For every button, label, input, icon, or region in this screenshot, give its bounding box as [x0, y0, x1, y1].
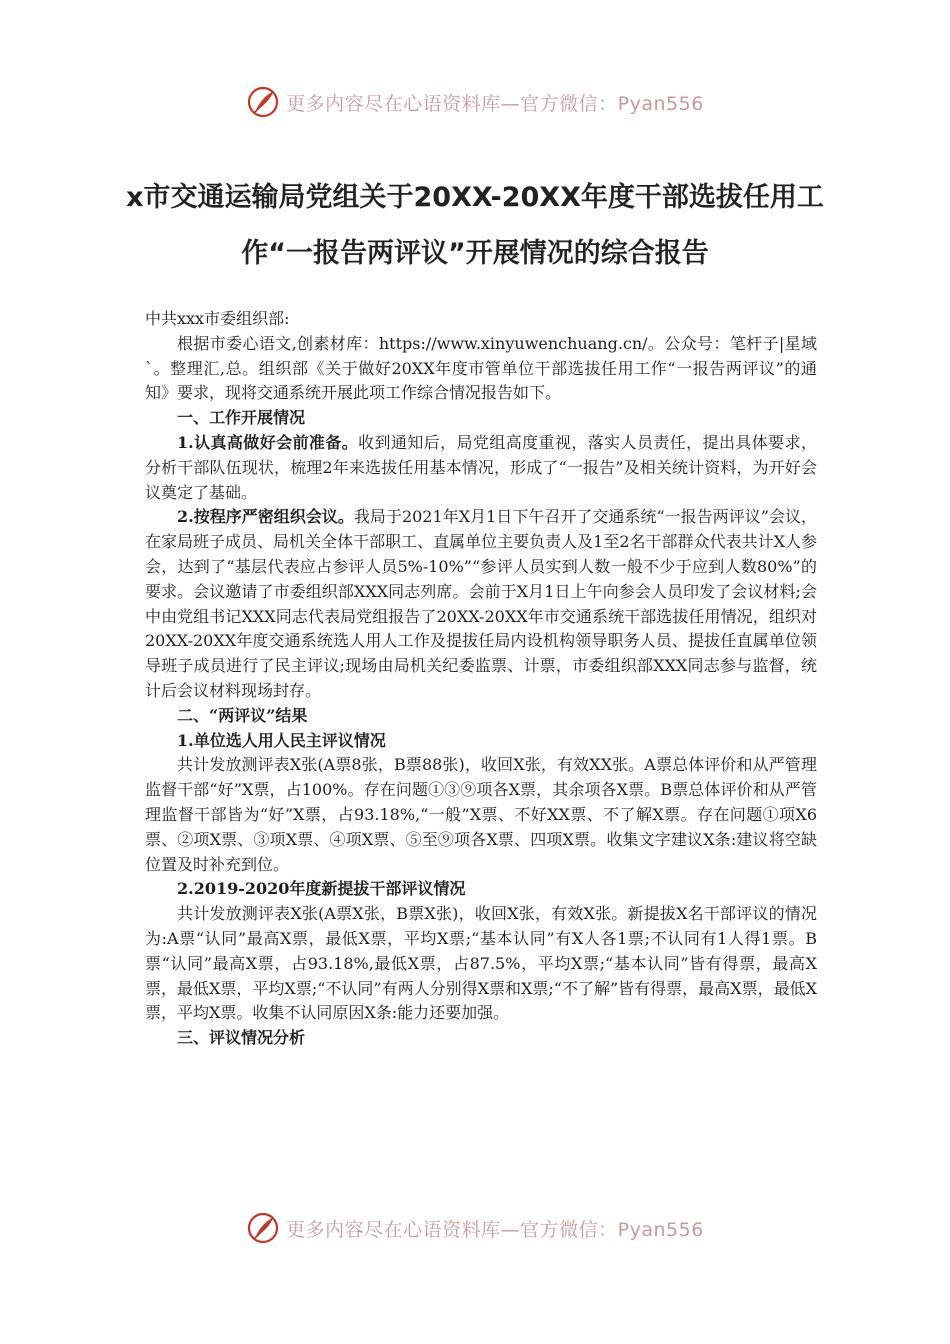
- section-3-heading: 三、评议情况分析: [177, 1028, 306, 1048]
- watermark-text: 更多内容尽在心语资料库—官方微信：Pyan556: [286, 1218, 704, 1241]
- section-1-paragraph-1-text: 收到通知后，局党组高度重视，落实人员责任，提出具体要求，分析干部队伍现状，梳理2年来选拔任用基本情况，形成了“一报告”及相关统计资料，为开好会议奠定了基础。: [145, 432, 817, 502]
- quill-icon: [246, 85, 280, 119]
- section-1-paragraph-1: [145, 431, 817, 505]
- watermark-banner-bottom: [0, 1208, 950, 1248]
- quill-icon: [246, 1211, 280, 1245]
- watermark-text: 更多内容尽在心语资料库—官方微信：Pyan556: [286, 92, 704, 115]
- section-1-paragraph-2: [145, 505, 817, 703]
- section-1-paragraph-2-text: 我局于2021年X月1日下午召开了交通系统“一报告两评议”会议，在家局班子成员、局机关全体干部职工、直属单位主要负责人及1至2名干部群众代表共计X人参会，达到了“基层代表应占参评人员5%-10%”“参评人员实到人数一般不少于应到人数80%”的要求。会议邀请了市委组织部XXX同志列席。会前于X月1日上午向参会人员印发了会议材料;会中由党组书记XXX同志代表局党组报告了20XX-20XX年市交通系统干部选拔任用情况，组织对20XX-20XX年度交通系统选人用人工作及提拔任局内设机构领导职务人员、提拔任直属单位领导班子成员进行了民主评议;现场由局机关纪委监票、计票，市委组织部XXX同志参与监督，统计后会议材料现场封存。: [145, 507, 817, 700]
- intro-paragraph: 根据市委心语文,创素材库：https://www.xinyuwenchuang.cn/。公众号：笔杆子|星域`。整理汇,总。组织部《关于做好20XX年度市管单位干部选拔任用工作“一报告两评议”的通知》要求，现将交通系统开展此项工作综合情况报告如下。: [145, 333, 817, 403]
- section-2-heading: 二、“两评议”结果: [177, 705, 308, 725]
- section-1-heading: 一、工作开展情况: [177, 408, 306, 428]
- section-1-paragraph-1-lead: 1.认真高做好会前准备。: [177, 432, 359, 452]
- document-title: x市交通运输局党组关于20XX-20XX年度干部选拔任用工作“一报告两评议”开展情况的综合报告: [126, 182, 824, 269]
- section-2-sub-1-heading: 1.单位选人用人民主评议情况: [177, 730, 386, 750]
- section-2-sub-1-paragraph: 共计发放测评表X张(A票8张，B票88张)，收回X张，有效XX张。A票总体评价和从严管理监督干部“好”X票，占100%。存在问题①③⑨项各X票，其余项各X票。B票总体评价和从严管理监督干部皆为“好”X票，占93.18%,“一般”X票、不好XX票、不了解X票。存在问题①项X6票、②项X票、③项X票、④项X票、⑤至⑨项各X票、四项X票。收集文字建议X条:建议将空缺位置及时补充到位。: [145, 755, 817, 874]
- document-body: [145, 307, 817, 1051]
- watermark-banner-top: [0, 82, 950, 122]
- section-2-sub-2-paragraph: 共计发放测评表X张(A票X张，B票X张)，收回X张，有效X张。新提拔X名干部评议的情况为:A票“认同”最高X票，最低X票，平均X票;“基本认同”有X人各1票;不认同有1人得1票。B票“认同”最高X票，占93.18%,最低X票，占87.5%，平均X票;“基本认同”皆有得票，最高X票，最低X票，平均X票;“不认同”有两人分别得X票和X票;“不了解”皆有得票，最高X票，最低X票，平均X票。收集不认同原因X条:能力还要加强。: [145, 904, 817, 1023]
- salutation: 中共xxx市委组织部:: [145, 309, 290, 328]
- section-1-paragraph-2-lead: 2.按程序严密组织会议。: [177, 507, 354, 527]
- section-2-sub-2-heading: 2.2019-2020年度新提拔干部评议情况: [177, 879, 466, 899]
